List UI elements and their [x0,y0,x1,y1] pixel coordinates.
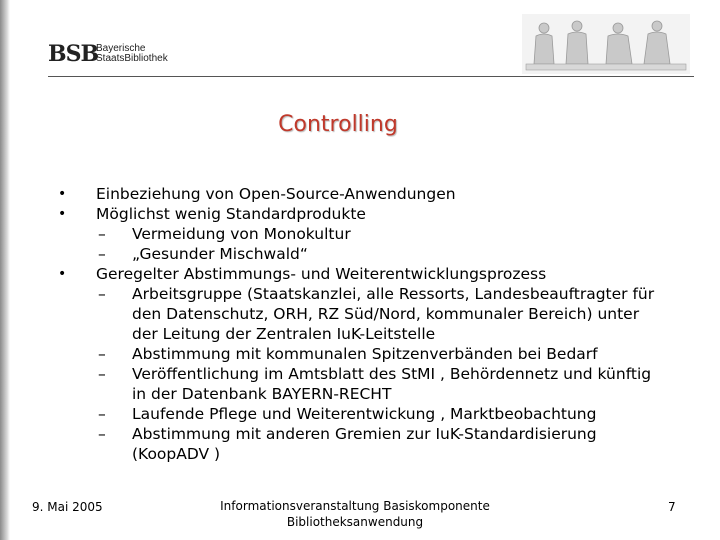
sub-bullet-item [58,284,658,344]
sub-bullet-item [58,344,658,364]
slide-title: Controlling [278,112,398,137]
bullet-item [58,184,658,204]
sub-bullet-text: Veröffentlichung im Amtsblatt des StMI , Behördennetz und künftig in der Datenbank BAYERN-RECHT [132,365,652,403]
header-divider [48,76,694,77]
footer-date: 9. Mai 2005 [32,500,103,514]
sub-bullet-text: Arbeitsgruppe (Staatskanzlei, alle Ressorts, Landesbeauftragter für den Datenschutz, ORH, RZ Süd/Nord, kommunaler Bereich) unter der Leitung der Zentralen IuK-Leitstelle [132,285,655,343]
sub-bullet-item [58,244,658,264]
page-number: 7 [668,500,676,514]
logo-mark: BSB [48,41,99,67]
bullet-marker: • [58,186,67,202]
footer-event-title [200,498,510,530]
sub-bullet-item [58,404,658,424]
bullet-text: Möglichst wenig Standardprodukte [96,205,366,223]
slide-left-gradient-band [0,0,10,540]
bullet-item [58,204,658,224]
sub-bullet-item [58,424,658,464]
dash-marker: – [98,425,106,443]
logo-text-line-1: Bayerische [96,43,146,54]
sub-bullet-text: Abstimmung mit kommunalen Spitzenverbänden bei Bedarf [132,345,598,363]
dash-marker: – [98,405,106,423]
bullet-text: Geregelter Abstimmungs- und Weiterentwicklungsprozess [96,265,547,283]
footer-event-line-2: Bibliotheksanwendung [286,515,424,529]
dash-marker: – [98,225,106,243]
dash-marker: – [98,365,106,383]
sub-bullet-text: Laufende Pflege und Weiterentwickung , Marktbeobachtung [132,405,597,423]
sub-bullet-item [58,224,658,244]
logo-text-line-2: StaatsBibliothek [96,53,168,64]
dash-marker: – [98,245,106,263]
sub-bullet-text: Abstimmung mit anderen Gremien zur IuK-Standardisierung (KoopADV ) [132,425,597,463]
bullet-list [58,184,658,464]
statues-header-image [522,14,690,74]
footer-event-line-1: Informationsveranstaltung Basiskomponente [220,499,490,513]
bullet-marker: • [58,266,67,282]
bullet-text: Einbeziehung von Open-Source-Anwendungen [96,185,456,203]
bullet-item [58,264,658,284]
dash-marker: – [98,285,106,303]
sub-bullet-text: Vermeidung von Monokultur [132,225,351,243]
sub-bullet-text: „Gesunder Mischwald“ [132,245,308,263]
logo-text [96,44,168,64]
dash-marker: – [98,345,106,363]
sub-bullet-item [58,364,658,404]
bullet-marker: • [58,206,67,222]
